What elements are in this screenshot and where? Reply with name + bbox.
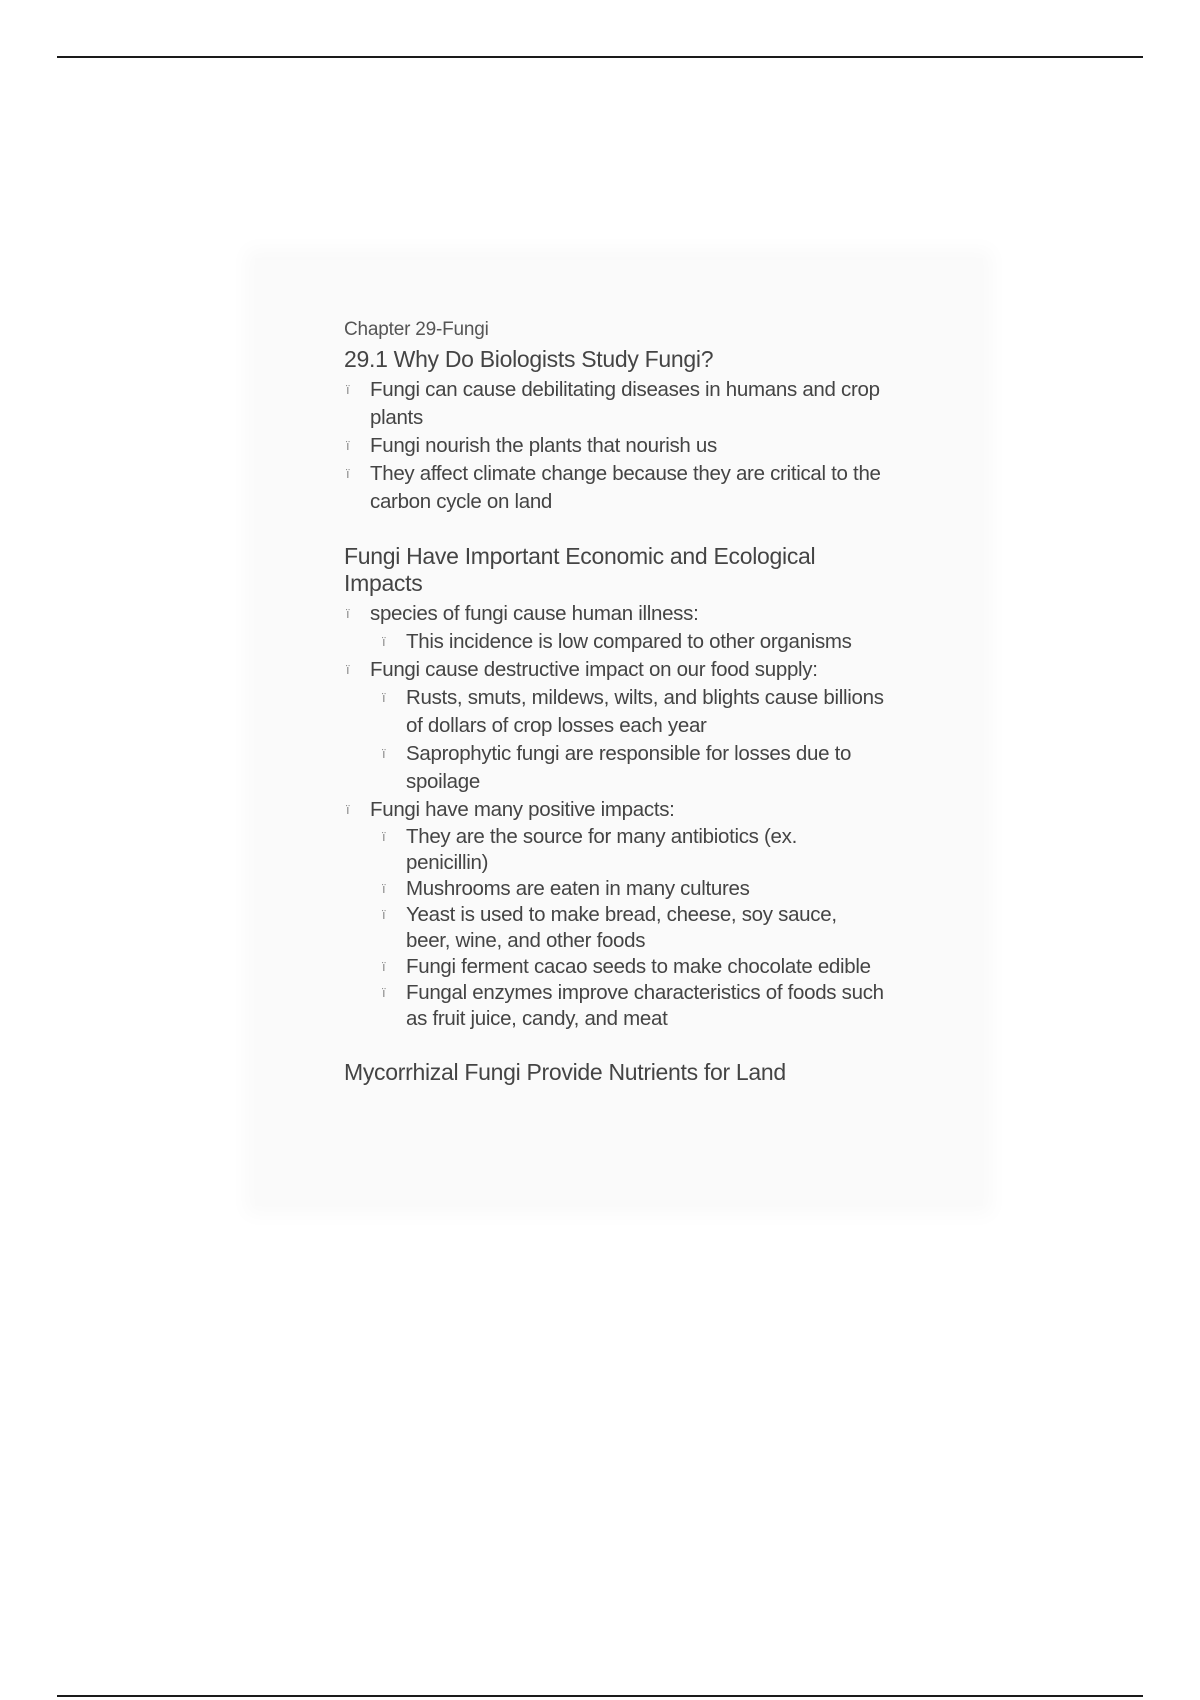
list-item-text: They affect climate change because they are critical to the carbon cycle on land [370, 462, 881, 513]
sub-list-item [370, 902, 884, 954]
list-item-text: Fungi have many positive impacts: [370, 798, 675, 821]
sub-bullet-list [370, 628, 884, 656]
sub-list-item [370, 980, 884, 1032]
bullet-icon: ï [382, 881, 386, 896]
top-rule [57, 56, 1143, 58]
sub-list-item-text: This incidence is low compared to other organisms [406, 630, 852, 653]
bullet-icon: ï [346, 438, 350, 453]
sub-list-item [370, 954, 884, 980]
document-content [344, 318, 884, 1086]
sub-bullet-list [370, 684, 884, 796]
list-item-text: species of fungi cause human illness: [370, 602, 699, 625]
section-heading-economic-ecological-impacts: Fungi Have Important Economic and Ecological Impacts [344, 543, 816, 596]
sub-list-item [370, 824, 884, 876]
list-item-text: Fungi can cause debilitating diseases in humans and crop plants [370, 378, 880, 429]
sub-list-item-text: Saprophytic fungi are responsible for losses due to spoilage [406, 742, 852, 793]
sub-list-item-text: Yeast is used to make bread, cheese, soy sauce, beer, wine, and other foods [406, 903, 837, 952]
list-item [344, 600, 884, 656]
bullet-icon: ï [346, 466, 350, 481]
sub-list-item-text: Mushrooms are eaten in many cultures [406, 877, 750, 900]
section2-bullet-list [344, 600, 884, 1032]
sub-list-item-text: Rusts, smuts, mildews, wilts, and blights cause billions of dollars of crop losses each year [406, 686, 884, 737]
chapter-title: Chapter 29-Fungi [344, 319, 489, 340]
bullet-icon: ï [382, 829, 386, 844]
list-item [344, 432, 884, 460]
bullet-icon: ï [382, 634, 386, 649]
bullet-icon: ï [346, 382, 350, 397]
section-heading-mycorrhizal-fungi: Mycorrhizal Fungi Provide Nutrients for Land [344, 1059, 786, 1085]
section1-bullet-list [344, 376, 884, 516]
sub-list-item [370, 740, 884, 796]
bullet-icon: ï [346, 802, 350, 817]
sub-list-item-text: They are the source for many antibiotics (ex. penicillin) [406, 825, 797, 874]
bullet-icon: ï [382, 746, 386, 761]
sub-list-item [370, 876, 884, 902]
sub-list-item [370, 684, 884, 740]
bullet-icon: ï [382, 959, 386, 974]
sub-list-item-text: Fungi ferment cacao seeds to make chocolate edible [406, 955, 871, 978]
sub-list-item [370, 628, 884, 656]
bullet-icon: ï [346, 662, 350, 677]
list-item [344, 460, 884, 516]
bullet-icon: ï [382, 907, 386, 922]
section-heading-why-study-fungi: 29.1 Why Do Biologists Study Fungi? [344, 346, 714, 372]
sub-bullet-list [370, 824, 884, 1032]
list-item [344, 796, 884, 1032]
list-item-text: Fungi cause destructive impact on our food supply: [370, 658, 818, 681]
bullet-icon: ï [346, 606, 350, 621]
list-item [344, 656, 884, 796]
sub-list-item-text: Fungal enzymes improve characteristics of foods such as fruit juice, candy, and meat [406, 981, 884, 1030]
list-item-text: Fungi nourish the plants that nourish us [370, 434, 717, 457]
bottom-rule [57, 1695, 1143, 1697]
list-item [344, 376, 884, 432]
bullet-icon: ï [382, 985, 386, 1000]
bullet-icon: ï [382, 690, 386, 705]
